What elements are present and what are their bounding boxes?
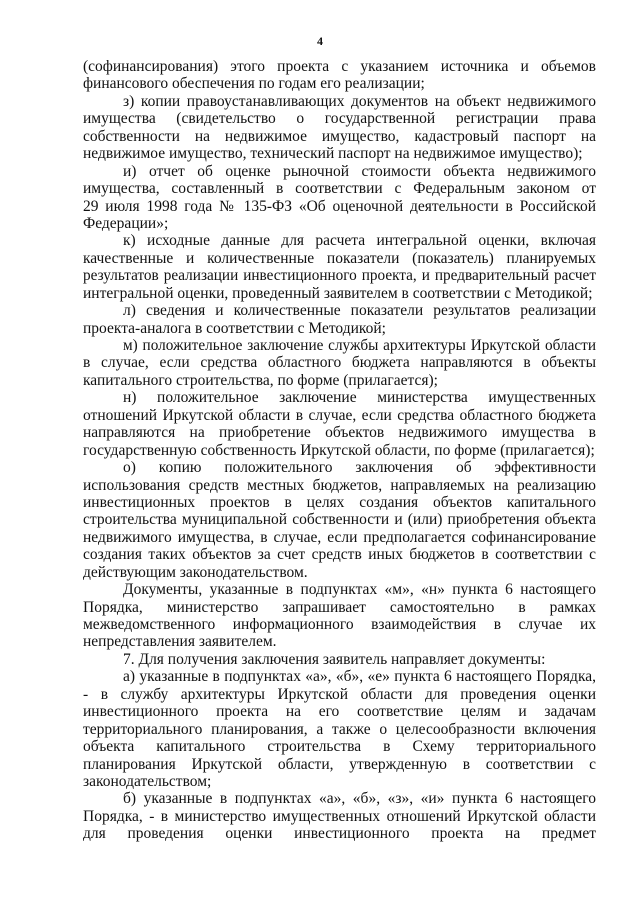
text-line: капитального строительства, по форме (прилагается); — [83, 371, 438, 389]
text-line: и) отчет об оценке рыночной стоимости объекта недвижимого — [123, 162, 596, 180]
text-line: инвестиционного проекта на его соответствие целям и задачам — [83, 703, 596, 721]
text-line: имущества, составленный в соответствии с Федеральным законом от — [83, 180, 596, 198]
text-line: результатов реализации инвестиционного проекта, и предварительный расчет — [83, 267, 596, 285]
text-line: межведомственного информационного взаимодействия в случае их — [83, 616, 596, 633]
document-body — [83, 58, 596, 843]
text-line: проекта-аналога в соответствии с Методикой; — [83, 319, 386, 337]
text-line: о) копию положительного заключения об эффективности — [123, 459, 596, 477]
text-line: инвестиционных проектов в целях создания объектов капитального — [83, 493, 596, 511]
text-line: территориального планирования, а также о целесообразности включения — [83, 720, 596, 738]
text-line: строительства муниципальной собственности и (или) приобретения объекта — [83, 511, 596, 529]
text-line: интегральной оценки, проведенный заявителем в соответствии с Методикой; — [83, 284, 593, 302]
text-line: планирования Иркутской области, утвержденную в соответствии с — [83, 755, 596, 773]
text-line: н) положительное заключение министерства имущественных — [123, 389, 596, 407]
text-line: направляются на приобретение объектов недвижимого имущества в — [83, 424, 596, 442]
text-line: в случае, если средства областного бюджета направляются в объекты — [83, 354, 596, 372]
text-line: объекта капитального строительства в Схему территориального — [83, 738, 596, 756]
text-line: использования средств местных бюджетов, направляемых на реализацию — [83, 476, 596, 494]
text-line: Федерации»; — [83, 214, 169, 232]
text-line: недвижимое имущество, технический паспорт на недвижимое имущество); — [83, 145, 583, 163]
text-line: законодательством; — [83, 772, 212, 790]
text-line: собственности на недвижимое имущество, кадастровый паспорт на — [83, 127, 596, 145]
text-line: - в службу архитектуры Иркутской области для проведения оценки — [83, 685, 596, 703]
text-line: 7. Для получения заключения заявитель направляет документы: — [123, 650, 546, 668]
text-line: непредставления заявителем. — [83, 633, 277, 651]
text-line: а) указанные в подпунктах «а», «б», «е» пункта 6 настоящего Порядка, — [123, 668, 596, 686]
text-line: недвижимого имущества, в случае, если предполагается софинансирование — [83, 528, 596, 546]
text-line: б) указанные в подпунктах «а», «б», «з», «и» пункта 6 настоящего — [123, 790, 596, 808]
text-line: действующим законодательством. — [83, 563, 308, 581]
text-line: имущества (свидетельство о государственной регистрации права — [83, 110, 596, 128]
text-line: (софинансирования) этого проекта с указанием источника и объемов — [83, 58, 596, 75]
text-line: создания таких объектов за счет средств иных бюджетов в соответствии с — [83, 546, 596, 564]
text-line: 29 июля 1998 года № 135-ФЗ «Об оценочной деятельности в Российской — [83, 197, 596, 215]
page-number: 4 — [317, 34, 323, 48]
text-line: Порядка, министерство запрашивает самостоятельно в рамках — [83, 598, 596, 616]
text-line: государственную собственность Иркутской области, по форме (прилагается); — [83, 441, 595, 459]
text-line: Порядка, - в министерство имущественных отношений Иркутской области — [83, 807, 596, 825]
text-line: качественные и количественные показатели (показатель) планируемых — [83, 249, 596, 267]
text-line: отношений Иркутской области в случае, если средства областного бюджета — [83, 406, 596, 424]
text-line: для проведения оценки инвестиционного проекта на предмет — [83, 825, 596, 843]
text-line: м) положительное заключение службы архитектуры Иркутской области — [123, 337, 596, 354]
text-line: к) исходные данные для расчета интегральной оценки, включая — [123, 232, 596, 250]
text-line: з) копии правоустанавливающих документов на объект недвижимого — [123, 92, 596, 110]
text-line: Документы, указанные в подпунктах «м», «н» пункта 6 настоящего — [123, 581, 596, 599]
text-line: финансового обеспечения по годам его реализации; — [83, 75, 425, 93]
text-line: л) сведения и количественные показатели результатов реализации — [123, 302, 596, 320]
